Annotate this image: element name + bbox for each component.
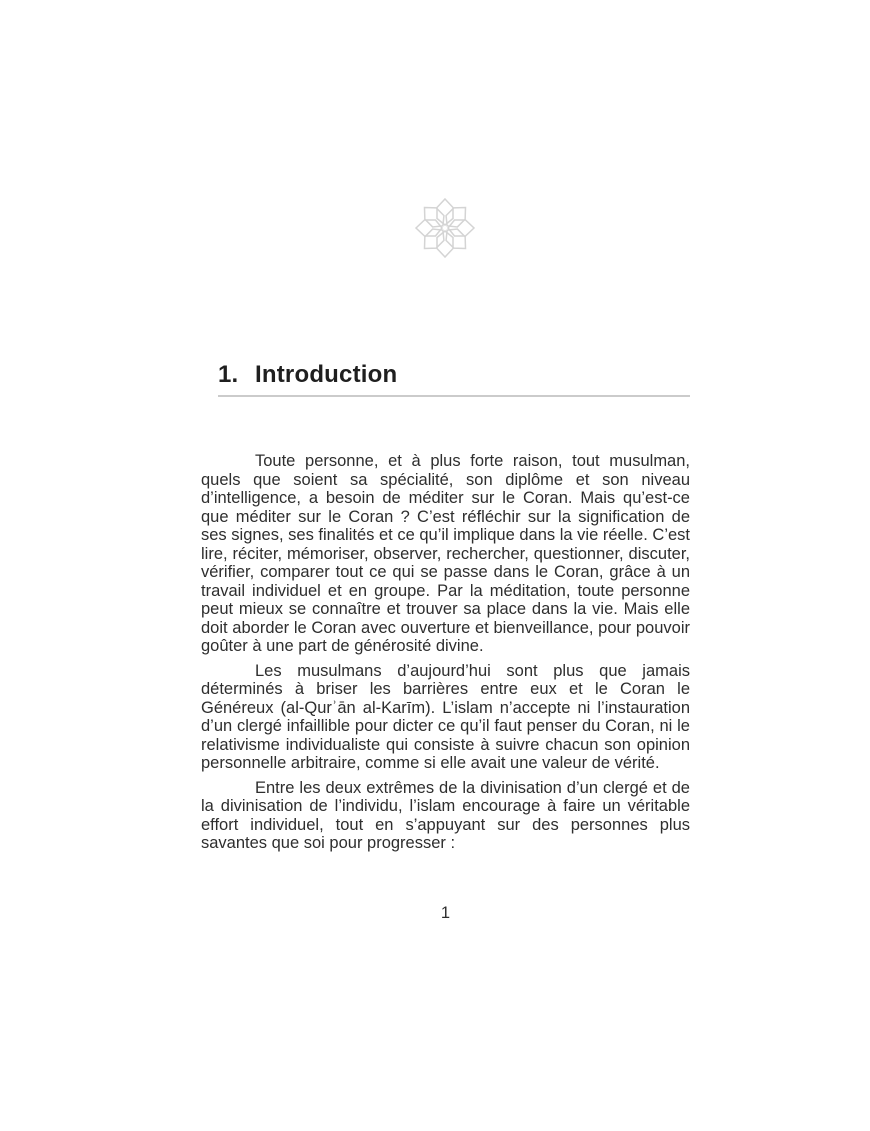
chapter-number: 1. [218, 361, 239, 388]
paragraph-3: Entre les deux extrêmes de la divinisation d’un clergé et de la divinisation de l’individu, l’islam encourage à faire un véritable effort individuel, tout en s’appuyant sur des personnes plus savantes que soi pour progresser : [201, 778, 690, 852]
paragraph-1: Toute personne, et à plus forte raison, tout musulman, quels que soient sa spécialité, son diplôme et son niveau d’intelligence, a besoin de méditer sur le Coran. Mais qu’est-ce que méditer sur le Coran ? C’est réfléchir sur la signification de ses signes, ses finalités et ce qu’il implique dans la vie réelle. C’est lire, réciter, mémoriser, observer, rechercher, questionner, discuter, vérifier, comparer tout ce qui se passe dans le Coran, grâce à un travail individuel et en groupe. Par la méditation, toute personne peut mieux se connaître et trouver sa place dans la vie. Mais elle doit aborder le Coran avec ouverture et bienveillance, pour pouvoir goûter à une part de générosité divine. [201, 452, 690, 655]
chapter-body [201, 452, 690, 853]
rosette-ornament-icon [414, 197, 476, 259]
rosette-petals [416, 199, 474, 257]
page-number: 1 [440, 904, 451, 922]
paragraph-2: Les musulmans d’aujourd’hui sont plus que jamais déterminés à briser les barrières entre eux et le Coran le Généreux (al-Qurʾān al-Karīm). L’islam n’accepte ni l’instauration d’un clergé infaillible pour dicter ce qu’il faut penser du Coran, ni le relativisme individualiste qui consiste à suivre chacun son opinion personnelle arbitraire, comme si elle avait une valeur de vérité. [201, 661, 690, 772]
chapter-title: Introduction [255, 361, 398, 388]
chapter-heading [218, 361, 690, 397]
